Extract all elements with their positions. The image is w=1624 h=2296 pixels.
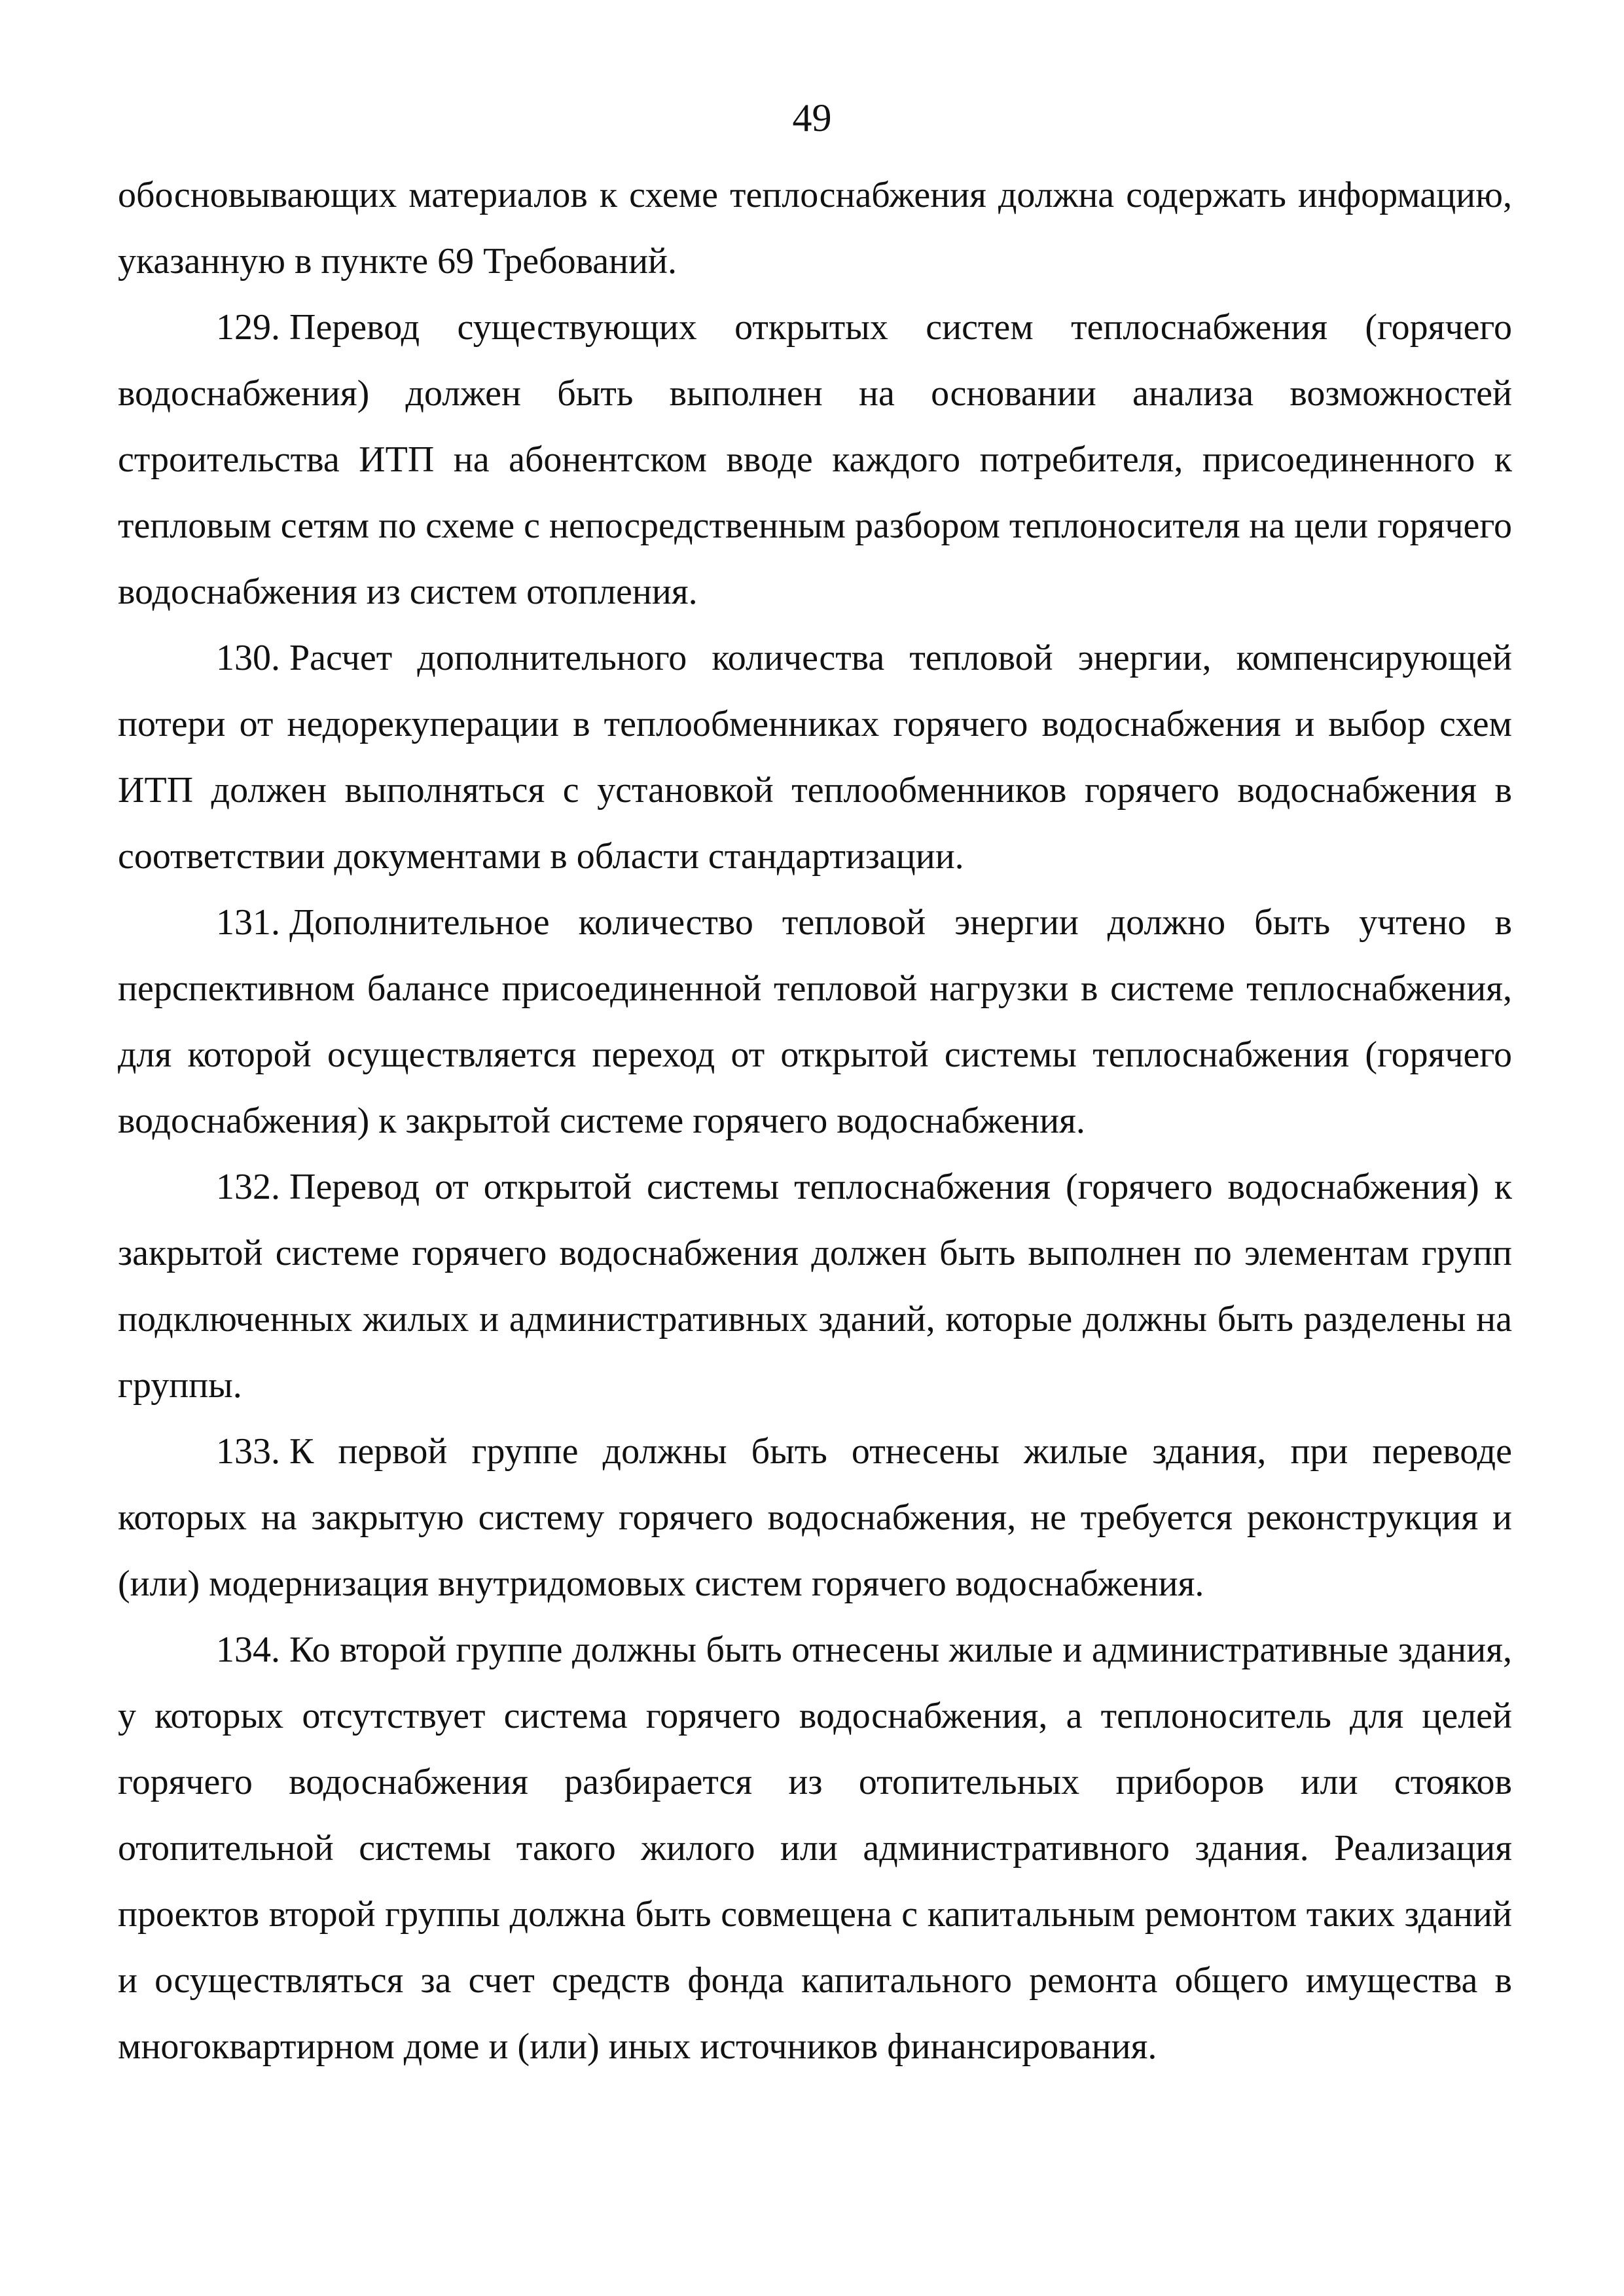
- paragraph-text: Перевод от открытой системы теплоснабжения (горячего водоснабжения) к закрытой системе горячего водоснабжения должен быть выполнен по элементам групп подключенных жилых и административных зданий, которые должны быть разделены на группы.: [118, 1167, 1512, 1406]
- document-body: [118, 162, 1512, 2080]
- paragraph-text: обосновывающих материалов к схеме теплоснабжения должна содержать информацию, указанную в пункте 69 Требований.: [118, 175, 1512, 282]
- paragraph-number: 131.: [216, 902, 280, 943]
- paragraph-number: 133.: [216, 1431, 280, 1472]
- paragraph-129: [118, 295, 1512, 625]
- paragraph-text: К первой группе должны быть отнесены жилые здания, при переводе которых на закрытую систему горячего водоснабжения, не требуется реконструкция и (или) модернизация внутридомовых систем горячего водоснабжения.: [118, 1431, 1512, 1604]
- paragraph-number: 134.: [216, 1630, 280, 1670]
- paragraph-number: 129.: [216, 307, 280, 348]
- paragraph-continuation: [118, 162, 1512, 295]
- paragraph-134: [118, 1617, 1512, 2080]
- paragraph-text: Перевод существующих открытых систем теплоснабжения (горячего водоснабжения) должен быть выполнен на основании анализа возможностей строительства ИТП на абонентском вводе каждого потребителя, присоединенного к тепловым сетям по схеме с непосредственным разбором теплоносителя на цели горячего водоснабжения из систем отопления.: [118, 307, 1512, 612]
- paragraph-number: 132.: [216, 1167, 280, 1207]
- paragraph-text: Ко второй группе должны быть отнесены жилые и административные здания, у которых отсутствует система горячего водоснабжения, а теплоноситель для целей горячего водоснабжения разбирается из отопительных приборов или стояков отопительной системы такого жилого или административного здания. Реализация проектов второй группы должна быть совмещена с капитальным ремонтом таких зданий и осуществляться за счет средств фонда капитального ремонта общего имущества в многоквартирном доме и (или) иных источников финансирования.: [118, 1630, 1512, 2067]
- paragraph-text: Дополнительное количество тепловой энергии должно быть учтено в перспективном балансе присоединенной тепловой нагрузки в системе теплоснабжения, для которой осуществляется переход от открытой системы теплоснабжения (горячего водоснабжения) к закрытой системе горячего водоснабжения.: [118, 902, 1512, 1141]
- page-number: 49: [792, 96, 832, 139]
- paragraph-132: [118, 1154, 1512, 1419]
- paragraph-number: 130.: [216, 638, 280, 678]
- paragraph-133: [118, 1419, 1512, 1617]
- paragraph-text: Расчет дополнительного количества тепловой энергии, компенсирующей потери от недорекуперации в теплообменниках горячего водоснабжения и выбор схем ИТП должен выполняться с установкой теплообменников горячего водоснабжения в соответствии документами в области стандартизации.: [118, 638, 1512, 877]
- paragraph-131: [118, 890, 1512, 1154]
- paragraph-130: [118, 625, 1512, 890]
